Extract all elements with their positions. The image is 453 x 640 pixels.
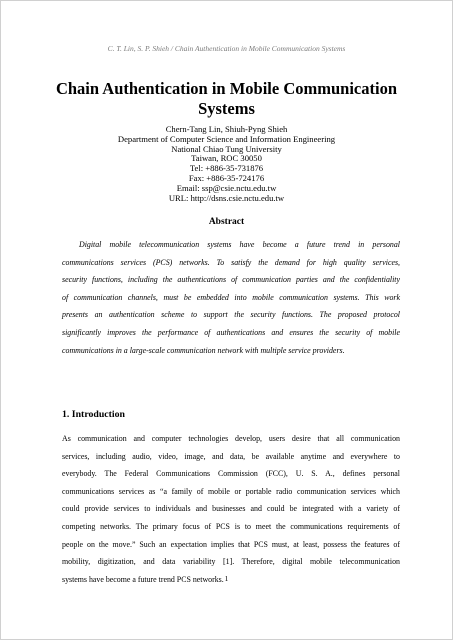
intro-line: people on the move.” Such an expectation implies that PCS must, at least, possess the features of xyxy=(62,539,400,549)
author-block xyxy=(40,125,413,203)
department: Department of Computer Science and Information Engineering xyxy=(117,133,336,144)
abstract-line: significantly improves the performance of authentications and ensures the security of mobile xyxy=(62,327,400,337)
telephone: Tel: +886-35-731876 xyxy=(189,163,264,174)
abstract-line: of communication channels, must be embedded into mobile communication systems. This work xyxy=(62,292,400,302)
running-head: C. T. Lin, S. P. Shieh / Chain Authentication in Mobile Communication Systems xyxy=(107,44,346,53)
intro-line: services, including audio, video, image, and data, be available anytime and everywhere to xyxy=(62,451,400,461)
abstract-line: security functions, including the authentications of communication parties and the confidentiality xyxy=(62,275,400,285)
title-line: Systems xyxy=(198,99,255,118)
abstract-line: presents an authentication scheme to support the security functions. The proposed protocol xyxy=(62,310,400,320)
abstract-line: communications services (PCS) networks. To satisfy the demand for high quality services, xyxy=(62,257,400,267)
url: URL: http://dsns.csie.nctu.edu.tw xyxy=(168,192,285,203)
intro-line: mobility, digitization, and data variability [1]. Therefore, digital mobile telecommunication xyxy=(62,557,400,567)
email: Email: ssp@csie.nctu.edu.tw xyxy=(176,182,277,193)
intro-line: As communication and computer technologies develop, users desire that all communication xyxy=(62,434,400,443)
paper-title xyxy=(40,79,413,119)
intro-line: communications services as “a family of mobile or portable radio communication services which xyxy=(62,486,400,496)
fax: Fax: +886-35-724176 xyxy=(188,172,265,183)
intro-line: competing networks. The primary focus of PCS is to meet the communications requirements of xyxy=(62,521,400,531)
page-number: 1 xyxy=(224,574,229,583)
introduction-body xyxy=(62,430,400,588)
abstract-body xyxy=(62,236,400,359)
abstract-line: Digital mobile telecommunication systems have become a future trend in personal xyxy=(79,240,400,249)
abstract-line: communications in a large-scale communication network with multiple service providers. xyxy=(62,345,345,355)
intro-line: systems have become a future trend PCS networks. xyxy=(62,574,224,584)
university: National Chiao Tung University xyxy=(171,143,282,154)
authors: Chern-Tang Lin, Shiuh-Pyng Shieh xyxy=(165,124,288,134)
location: Taiwan, ROC 30050 xyxy=(191,153,262,164)
title-line: Chain Authentication in Mobile Communication xyxy=(55,79,398,98)
intro-line: everybody. The Federal Communications Commission (FCC), U. S. A., defines personal xyxy=(62,469,400,479)
abstract-heading: Abstract xyxy=(208,217,245,227)
section-heading-introduction: 1. Introduction xyxy=(62,409,125,420)
intro-line: could provide services to individuals and businesses and could be integrated with a variety of xyxy=(62,504,400,514)
